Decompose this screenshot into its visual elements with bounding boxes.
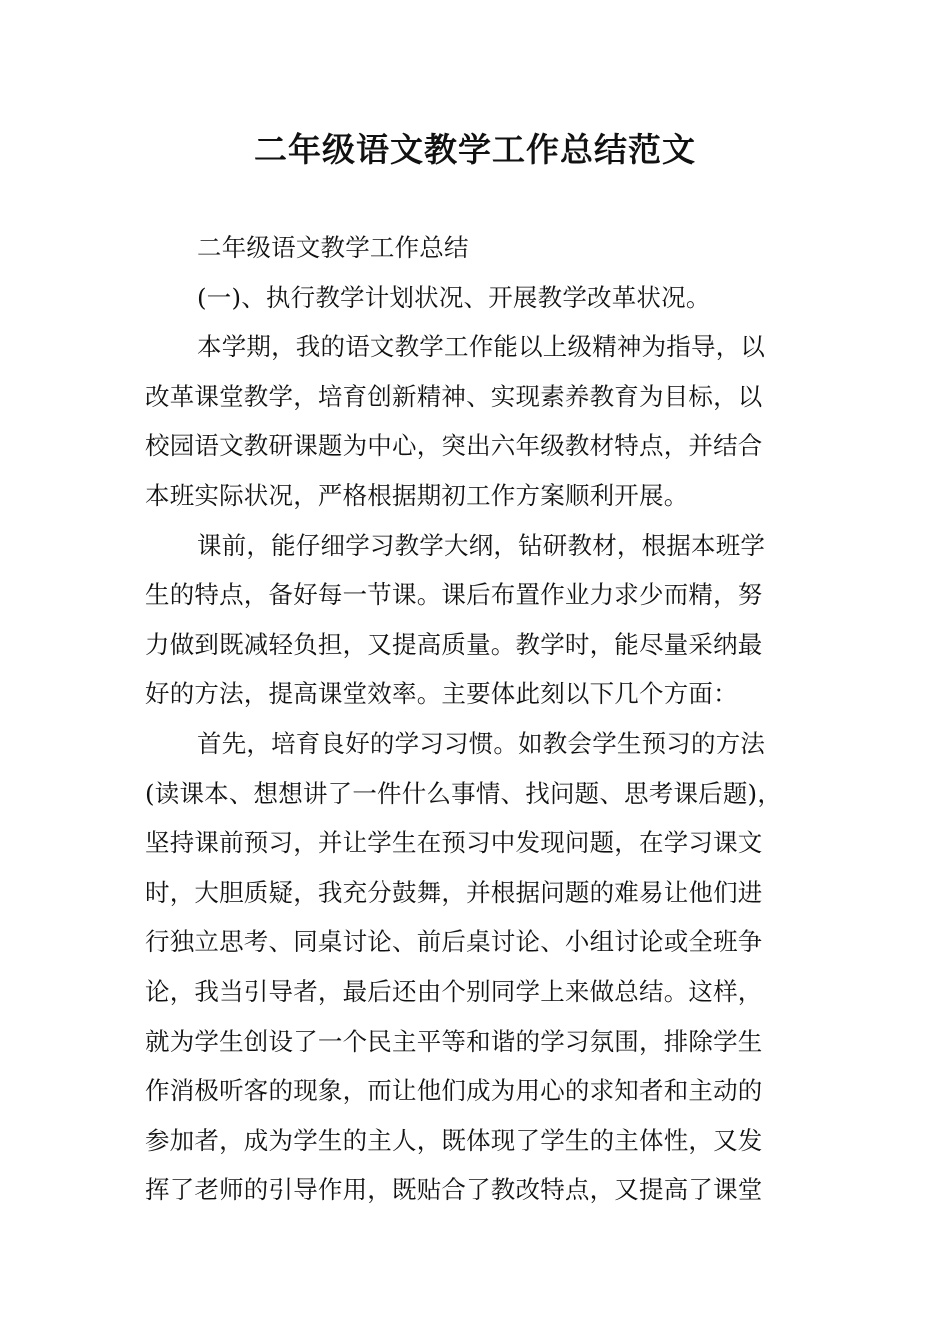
- text-line: (读课本、想想讲了一件什么事情、找问题、思考课后题)，: [145, 778, 783, 808]
- paragraph-subtitle: [145, 223, 815, 273]
- text-line: 好的方法，提高课堂效率。主要体此刻以下几个方面：: [145, 679, 738, 709]
- text-line: (一)、执行教学计划状况、开展教学改革状况。: [197, 282, 711, 312]
- document-title: 二年级语文教学工作总结范文: [254, 130, 696, 169]
- text-line: 时，大胆质疑，我充分鼓舞，并根据问题的难易让他们进: [145, 877, 763, 907]
- paragraph-body: [145, 521, 815, 719]
- text-line: 本班实际状况，严格根据期初工作方案顺利开展。: [145, 480, 689, 510]
- text-line: 二年级语文教学工作总结: [197, 233, 469, 262]
- text-line: 就为学生创设了一个民主平等和谐的学习氛围，排除学生: [145, 1026, 763, 1056]
- document-body: [145, 223, 815, 1215]
- text-line: 生的特点，备好每一节课。课后布置作业力求少而精，努: [145, 580, 763, 610]
- text-line: 行独立思考、同桌讨论、前后桌讨论、小组讨论或全班争: [145, 927, 763, 957]
- text-line: 作消极听客的现象，而让他们成为用心的求知者和主动的: [145, 1076, 763, 1106]
- text-line: 本学期，我的语文教学工作能以上级精神为指导，以: [197, 332, 766, 362]
- text-line: 论，我当引导者，最后还由个别同学上来做总结。这样，: [145, 976, 763, 1006]
- text-line: 课前，能仔细学习教学大纲，钻研教材，根据本班学: [197, 530, 766, 560]
- text-line: 参加者，成为学生的主人，既体现了学生的主体性，又发: [145, 1125, 763, 1155]
- text-line: 坚持课前预习，并让学生在预习中发现问题，在学习课文: [145, 828, 763, 858]
- text-line: 首先，培育良好的学习习惯。如教会学生预习的方法: [197, 728, 766, 758]
- paragraph-body: [145, 322, 815, 520]
- text-line: 改革课堂教学，培育创新精神、实现素养教育为目标，以: [145, 381, 763, 411]
- paragraph-body: [145, 719, 815, 1215]
- text-line: 力做到既减轻负担，又提高质量。教学时，能尽量采纳最: [145, 629, 763, 659]
- text-line: 挥了老师的引导作用，既贴合了教改特点，又提高了课堂: [145, 1175, 763, 1205]
- paragraph-section-heading: [145, 273, 815, 323]
- text-line: 校园语文教研课题为中心，突出六年级教材特点，并结合: [145, 431, 763, 461]
